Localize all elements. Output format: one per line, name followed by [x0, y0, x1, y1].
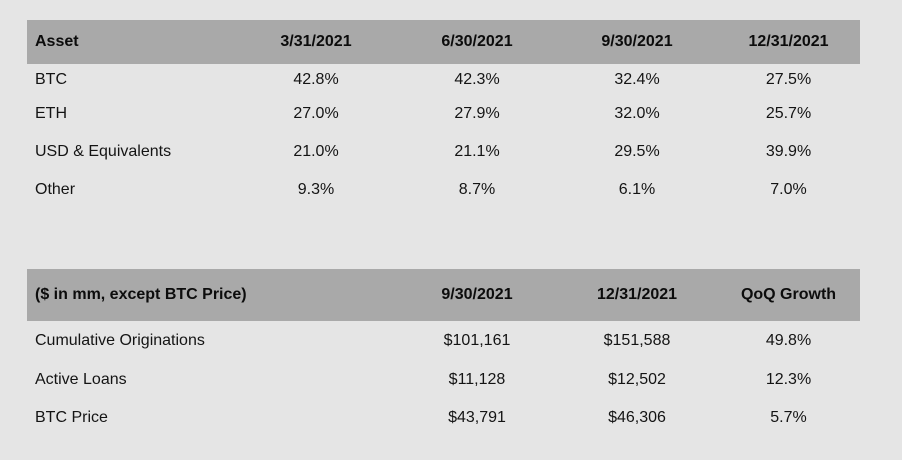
- table-cell: 42.8%: [293, 70, 339, 88]
- row-label: Other: [35, 181, 76, 198]
- column-header-date-2: 12/31/2021: [596, 286, 678, 303]
- row-label: Cumulative Originations: [35, 332, 205, 349]
- table-cell: 27.5%: [765, 70, 812, 88]
- column-header-asset: Asset: [35, 33, 79, 50]
- table-cell: 9.3%: [297, 181, 335, 198]
- table-cell: 21.1%: [454, 143, 500, 160]
- table-cell: $46,306: [608, 409, 666, 426]
- table-cell: $151,588: [603, 332, 671, 349]
- asset-allocation-table: [27, 20, 860, 209]
- table-cell: 42.3%: [454, 70, 500, 88]
- table-cell: 27.9%: [454, 105, 500, 122]
- table-cell: 39.9%: [765, 143, 812, 160]
- loan-metrics-header-row: [27, 269, 860, 321]
- table-cell: 5.7%: [770, 409, 807, 426]
- table-row-btc: [27, 64, 860, 95]
- table-cell: $12,502: [608, 371, 666, 388]
- table-row-cumulative-originations: [27, 321, 860, 361]
- table-cell: 32.4%: [614, 70, 660, 88]
- table-cell: 32.0%: [614, 105, 660, 122]
- table-row-other: [27, 171, 860, 209]
- asset-allocation-header-row: [27, 20, 860, 64]
- table-cell: 6.1%: [618, 181, 656, 198]
- table-cell: 21.0%: [293, 143, 339, 160]
- table-row-eth: [27, 95, 860, 133]
- row-label: BTC: [35, 70, 67, 88]
- table-cell: 8.7%: [458, 181, 496, 198]
- table-cell: $101,161: [443, 332, 511, 349]
- column-header-date-4: 12/31/2021: [748, 33, 829, 50]
- column-header-date-3: 9/30/2021: [601, 33, 673, 50]
- loan-metrics-table: [27, 269, 860, 437]
- table-cell: 7.0%: [770, 181, 807, 198]
- row-label: ETH: [35, 105, 67, 122]
- table-row-usd-equivalents: [27, 133, 860, 171]
- column-header-date-2: 6/30/2021: [441, 33, 513, 50]
- column-header-date-1: 3/31/2021: [280, 33, 352, 50]
- row-label: USD & Equivalents: [35, 143, 172, 160]
- table-cell: $11,128: [448, 371, 506, 388]
- row-label: BTC Price: [35, 409, 108, 426]
- column-header-units-note: ($ in mm, except BTC Price): [35, 286, 247, 303]
- table-cell: 12.3%: [765, 371, 812, 388]
- table-row-active-loans: [27, 361, 860, 399]
- table-cell: 29.5%: [614, 143, 660, 160]
- table-cell: 27.0%: [293, 105, 339, 122]
- column-header-qoq-growth: QoQ Growth: [740, 286, 837, 303]
- table-row-btc-price: [27, 399, 860, 437]
- row-label: Active Loans: [35, 371, 127, 388]
- table-cell: $43,791: [448, 409, 506, 426]
- table-cell: 25.7%: [765, 105, 812, 122]
- column-header-date-1: 9/30/2021: [441, 286, 513, 303]
- table-cell: 49.8%: [765, 332, 812, 349]
